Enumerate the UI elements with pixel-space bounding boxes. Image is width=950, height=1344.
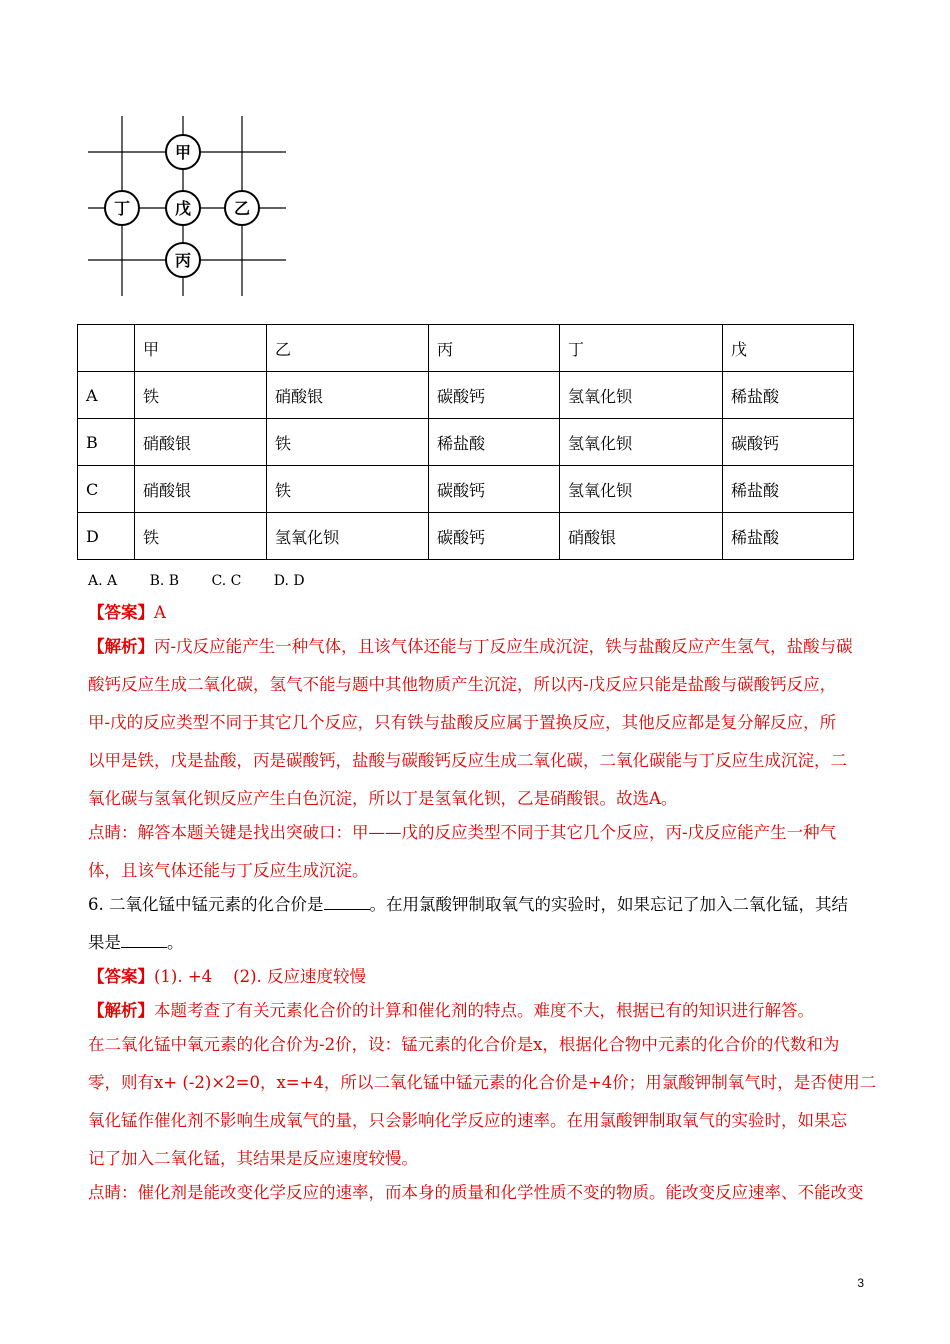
analysis-text: 丙-戊反应能产生一种气体，且该气体还能与丁反应生成沉淀，铁与盐酸反应产生氢气，盐酸与碳 <box>154 637 853 656</box>
answer-value: A <box>154 603 166 622</box>
q5-analysis-line: 氧化碳与氢氧化钡反应产生白色沉淀，所以丁是氢氧化钡，乙是硝酸银。故选A。 <box>88 789 678 808</box>
table-header-row <box>78 325 854 372</box>
table-cell: 硝酸银 <box>135 466 267 513</box>
table-row <box>78 419 854 466</box>
table-cell: 硝酸银 <box>267 372 429 419</box>
table-row <box>78 372 854 419</box>
table-cell: 氢氧化钡 <box>560 372 723 419</box>
q6-analysis-line: 氧化锰作催化剂不影响生成氧气的量，只会影响化学反应的速率。在用氯酸钾制取氧气的实验时，如果忘 <box>88 1111 847 1130</box>
diagram-node-jia: 甲 <box>174 143 192 162</box>
diagram-node-bing: 丙 <box>174 251 192 270</box>
choice-b: B. B <box>149 573 180 589</box>
q5-analysis-line <box>88 635 866 659</box>
answer-value: (1). +4 (2). 反应速度较慢 <box>154 967 367 986</box>
table-cell: 丁 <box>560 325 723 372</box>
table-cell: 铁 <box>267 419 429 466</box>
table-cell: 硝酸银 <box>135 419 267 466</box>
question-text: 果是 <box>88 933 121 952</box>
analysis-label: 【解析】 <box>88 1001 154 1020</box>
q5-answer <box>88 601 866 625</box>
table-cell: A <box>78 372 135 419</box>
choice-a: A. A <box>88 573 118 589</box>
q6-analysis-line <box>88 999 866 1023</box>
table-cell: 甲 <box>135 325 267 372</box>
table-cell: 氢氧化钡 <box>560 419 723 466</box>
q6-analysis-line: 记了加入二氧化锰，其结果是反应速度较慢。 <box>88 1149 418 1168</box>
table-cell: 氢氧化钡 <box>267 513 429 560</box>
table-cell: 乙 <box>267 325 429 372</box>
page-number: 3 <box>857 1276 864 1290</box>
analysis-label: 【解析】 <box>88 637 154 656</box>
q5-tip-line: 点睛：解答本题关键是找出突破口：甲——戊的反应类型不同于其它几个反应，丙-戊反应能产生一种气 <box>88 823 837 842</box>
table-cell: 戊 <box>723 325 854 372</box>
table-cell: 铁 <box>135 372 267 419</box>
table-cell: 铁 <box>267 466 429 513</box>
answer-choices <box>88 569 866 593</box>
table-cell: 稀盐酸 <box>723 372 854 419</box>
table-cell: 碳酸钙 <box>723 419 854 466</box>
answer-blank <box>121 931 167 948</box>
table-cell <box>78 325 135 372</box>
table-cell: 硝酸银 <box>560 513 723 560</box>
q5-analysis-line: 酸钙反应生成二氧化碳，氢气不能与题中其他物质产生沉淀，所以丙-戊反应只能是盐酸与碳酸钙反应， <box>88 675 837 694</box>
analysis-text: 本题考查了有关元素化合价的计算和催化剂的特点。难度不大，根据已有的知识进行解答。 <box>154 1001 814 1020</box>
answer-label: 【答案】 <box>88 603 154 622</box>
table-cell: 氢氧化钡 <box>560 466 723 513</box>
q5-analysis-line: 以甲是铁，戊是盐酸，丙是碳酸钙，盐酸与碳酸钙反应生成二氧化碳，二氧化碳能与丁反应生成沉淀，二 <box>88 751 847 770</box>
table-cell: D <box>78 513 135 560</box>
q6-question <box>88 893 866 917</box>
table-cell: 稀盐酸 <box>723 513 854 560</box>
table-cell: 碳酸钙 <box>429 466 560 513</box>
q5-tip-line: 体，且该气体还能与丁反应生成沉淀。 <box>88 861 369 880</box>
q6-answer <box>88 965 866 989</box>
choice-d: D. D <box>273 573 305 589</box>
question-number: 6. <box>88 895 104 914</box>
q6-analysis-line: 零，则有x+ (-2)×2=0，x=+4，所以二氧化锰中锰元素的化合价是+4价；用氯酸钾制氧气时，是否使用二 <box>88 1073 877 1092</box>
answer-label: 【答案】 <box>88 967 154 986</box>
q5-analysis-line: 甲-戊的反应类型不同于其它几个反应，只有铁与盐酸反应属于置换反应，其他反应都是复分解反应，所 <box>88 713 837 732</box>
table-cell: 稀盐酸 <box>723 466 854 513</box>
answer-blank <box>324 893 370 910</box>
diagram-node-ding: 丁 <box>113 199 131 218</box>
table-cell: 碳酸钙 <box>429 372 560 419</box>
question-text: 二氧化锰中锰元素的化合价是 <box>109 895 324 914</box>
question-text: 。在用氯酸钾制取氧气的实验时，如果忘记了加入二氧化锰，其结 <box>369 895 848 914</box>
q6-tip-line: 点睛：催化剂是能改变化学反应的速率，而本身的质量和化学性质不变的物质。能改变反应速率、不能改变 <box>88 1183 864 1202</box>
table-cell: 铁 <box>135 513 267 560</box>
table-cell: 丙 <box>429 325 560 372</box>
table-cell: C <box>78 466 135 513</box>
q6-question-cont <box>88 931 866 955</box>
table-row <box>78 513 854 560</box>
question-text: 。 <box>167 933 184 952</box>
reaction-diagram <box>84 112 286 296</box>
options-table <box>77 324 854 560</box>
table-cell: 碳酸钙 <box>429 513 560 560</box>
table-cell: 稀盐酸 <box>429 419 560 466</box>
q6-analysis-line: 在二氧化锰中氧元素的化合价为-2价，设：锰元素的化合价是x，根据化合物中元素的化合价的代数和为 <box>88 1035 840 1054</box>
choice-c: C. C <box>211 573 242 589</box>
table-cell: B <box>78 419 135 466</box>
diagram-node-yi: 乙 <box>233 199 251 218</box>
table-row <box>78 466 854 513</box>
diagram-node-wu: 戊 <box>174 199 192 218</box>
